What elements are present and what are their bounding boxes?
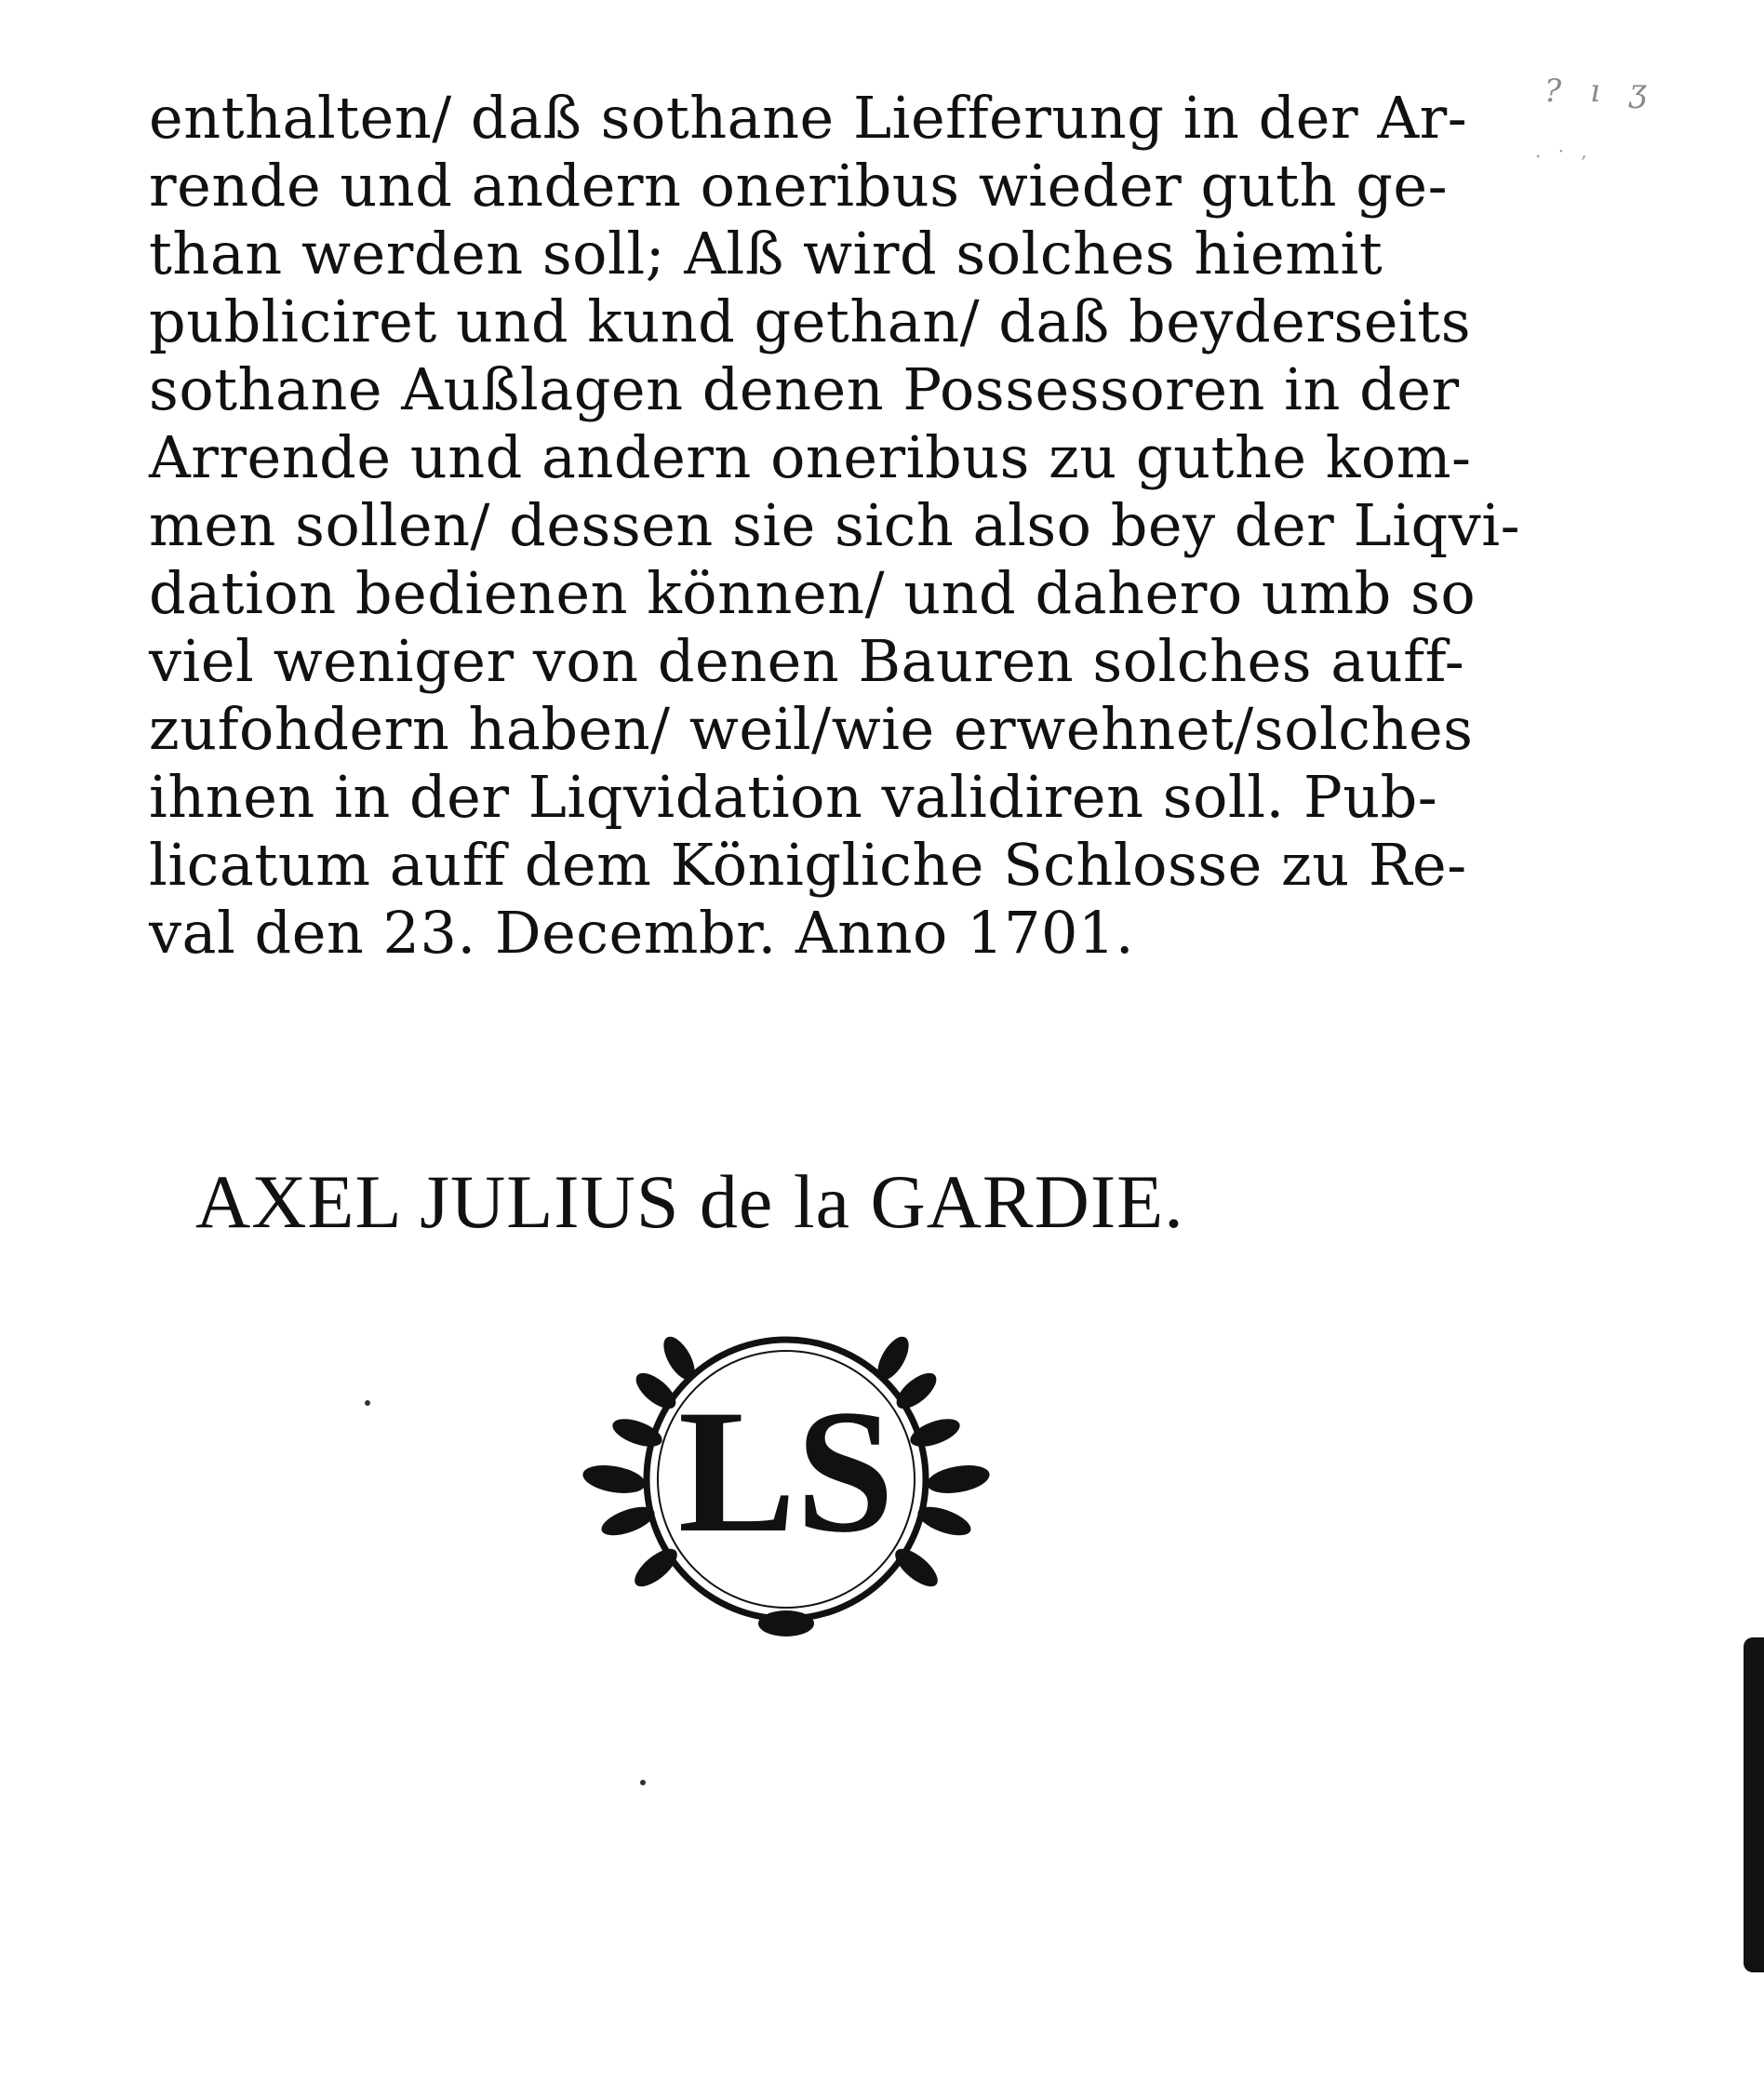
text-line: rende und andern oneribus wieder guth ge-: [149, 152, 1449, 220]
decree-text: [149, 84, 1521, 967]
text-line: sothane Außlagen denen Possessoren in der: [149, 355, 1460, 423]
signature-name: AXEL JULIUS de la GARDIE.: [195, 1159, 1184, 1244]
text-line: val den 23. Decembr. Anno 1701.: [149, 899, 1135, 967]
text-line: zufohdern haben/ weil/wie erwehnet/solches: [149, 695, 1474, 763]
laurel-seal-emblem: [577, 1302, 996, 1647]
margin-annotation: ? ı ʒ: [1544, 73, 1656, 110]
text-line: Arrende und andern oneribus zu guthe kom-: [149, 423, 1472, 491]
text-line: viel weniger von denen Bauren solches auff-: [149, 627, 1465, 695]
text-line: ihnen in der Liqvidation validiren soll. Pub-: [149, 763, 1438, 831]
margin-specks: . · ,: [1535, 140, 1593, 162]
text-line: dation bedienen können/ und dahero umb so: [149, 559, 1477, 627]
seal-monogram: LS: [677, 1374, 895, 1570]
ink-speck: [365, 1400, 370, 1406]
text-line: men sollen/ dessen sie sich also bey der Liqvi-: [149, 491, 1521, 559]
ink-speck: [640, 1780, 646, 1785]
text-line: than werden soll; Alß wird solches hiemit: [149, 220, 1383, 287]
text-line: enthalten/ daß sothane Liefferung in der Ar-: [149, 84, 1468, 152]
scan-edge-shadow: [1732, 1637, 1764, 1972]
text-line: licatum auff dem Königliche Schlosse zu Re-: [149, 831, 1467, 899]
text-line: publiciret und kund gethan/ daß beyderseits: [149, 287, 1472, 355]
